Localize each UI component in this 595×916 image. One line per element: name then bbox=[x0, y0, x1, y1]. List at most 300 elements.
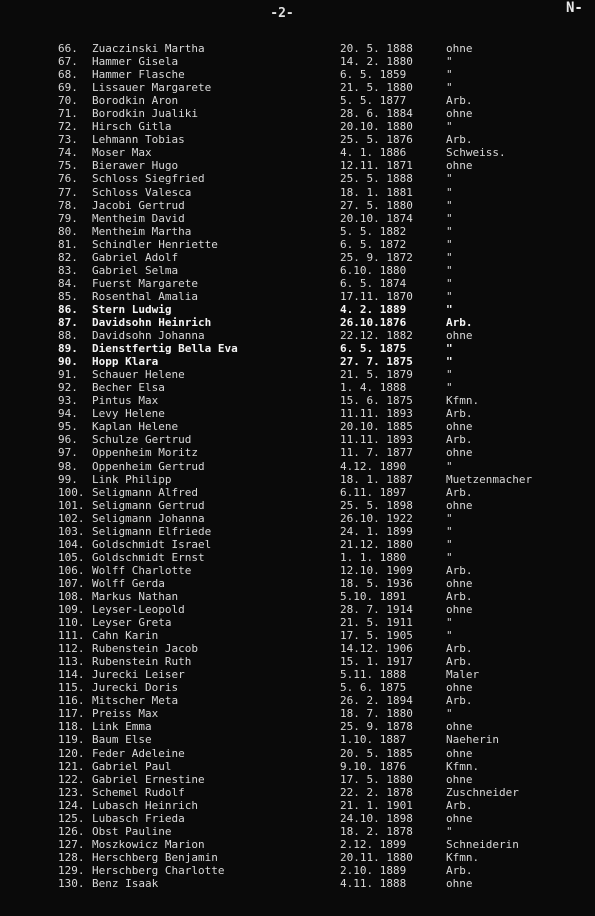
person-name: Hammer Gisela bbox=[92, 55, 179, 69]
entry-number: 85. bbox=[58, 289, 78, 303]
birth-date: 5.10. 1891 bbox=[340, 589, 407, 603]
list-row bbox=[0, 381, 595, 394]
birth-date: 21. 5. 1880 bbox=[340, 81, 413, 95]
birth-date: 26. 2. 1894 bbox=[340, 694, 413, 708]
occupation: Schweiss. bbox=[446, 146, 506, 160]
birth-date: 22. 2. 1878 bbox=[340, 785, 413, 799]
person-name: Leyser Greta bbox=[92, 616, 172, 630]
list-row bbox=[0, 368, 595, 381]
entry-number: 75. bbox=[58, 159, 78, 173]
person-name: Benz Isaak bbox=[92, 877, 159, 890]
person-name: Moszkowicz Marion bbox=[92, 837, 205, 851]
person-name: Preiss Max bbox=[92, 707, 159, 721]
occupation: Arb. bbox=[446, 133, 473, 147]
person-name: Lissauer Margarete bbox=[92, 81, 212, 95]
entry-number: 101. bbox=[58, 498, 85, 512]
occupation: " bbox=[446, 355, 453, 369]
entry-number: 125. bbox=[58, 811, 85, 825]
person-name: Seligmann Johanna bbox=[92, 511, 205, 525]
person-name: Link Philipp bbox=[92, 472, 172, 486]
occupation: " bbox=[446, 381, 453, 395]
occupation: ohne bbox=[446, 772, 473, 786]
list-row bbox=[0, 42, 595, 55]
birth-date: 21. 1. 1901 bbox=[340, 798, 413, 812]
occupation: ohne bbox=[446, 681, 473, 695]
occupation: Arb. bbox=[446, 563, 473, 577]
occupation: " bbox=[446, 368, 453, 382]
entry-number: 82. bbox=[58, 250, 78, 264]
list-row bbox=[0, 877, 595, 890]
birth-date: 5. 5. 1882 bbox=[340, 224, 407, 238]
entry-number: 67. bbox=[58, 55, 78, 69]
list-row bbox=[0, 446, 595, 459]
person-name: Schulze Gertrud bbox=[92, 433, 192, 447]
name-list bbox=[0, 42, 595, 890]
list-row bbox=[0, 694, 595, 707]
occupation: ohne bbox=[446, 420, 473, 434]
birth-date: 2.12. 1899 bbox=[340, 837, 407, 851]
list-row bbox=[0, 525, 595, 538]
entry-number: 118. bbox=[58, 720, 85, 734]
list-row bbox=[0, 355, 595, 368]
person-name: Herschberg Charlotte bbox=[92, 863, 225, 877]
birth-date: 14.12. 1906 bbox=[340, 642, 413, 656]
entry-number: 108. bbox=[58, 589, 85, 603]
occupation: " bbox=[446, 342, 453, 356]
entry-number: 89. bbox=[58, 342, 78, 356]
entry-number: 127. bbox=[58, 837, 85, 851]
occupation: ohne bbox=[446, 107, 473, 121]
occupation: ohne bbox=[446, 720, 473, 734]
person-name: Kaplan Helene bbox=[92, 420, 179, 434]
entry-number: 99. bbox=[58, 472, 78, 486]
birth-date: 4.11. 1888 bbox=[340, 877, 407, 890]
person-name: Gabriel Ernestine bbox=[92, 772, 205, 786]
person-name: Goldschmidt Israel bbox=[92, 537, 212, 551]
entry-number: 83. bbox=[58, 263, 78, 277]
list-row bbox=[0, 864, 595, 877]
occupation: Schneiderin bbox=[446, 837, 519, 851]
entry-number: 66. bbox=[58, 42, 78, 55]
occupation: " bbox=[446, 237, 453, 251]
list-row bbox=[0, 146, 595, 159]
occupation: " bbox=[446, 616, 453, 630]
birth-date: 21. 5. 1879 bbox=[340, 368, 413, 382]
list-row bbox=[0, 107, 595, 120]
entry-number: 129. bbox=[58, 863, 85, 877]
birth-date: 21.12. 1880 bbox=[340, 537, 413, 551]
entry-number: 94. bbox=[58, 407, 78, 421]
list-row bbox=[0, 577, 595, 590]
birth-date: 6.10. 1880 bbox=[340, 263, 407, 277]
list-row bbox=[0, 564, 595, 577]
entry-number: 100. bbox=[58, 485, 85, 499]
list-row bbox=[0, 277, 595, 290]
occupation: Muetzenmacher bbox=[446, 472, 533, 486]
birth-date: 9.10. 1876 bbox=[340, 759, 407, 773]
occupation: " bbox=[446, 250, 453, 264]
entry-number: 76. bbox=[58, 172, 78, 186]
birth-date: 5.11. 1888 bbox=[340, 668, 407, 682]
list-row bbox=[0, 812, 595, 825]
entry-number: 117. bbox=[58, 707, 85, 721]
birth-date: 11.11. 1893 bbox=[340, 407, 413, 421]
list-row bbox=[0, 760, 595, 773]
occupation: Arb. bbox=[446, 798, 473, 812]
occupation: Kfmn. bbox=[446, 394, 480, 408]
corner-mark: N- bbox=[566, 0, 583, 16]
list-row bbox=[0, 551, 595, 564]
list-row bbox=[0, 668, 595, 681]
entry-number: 109. bbox=[58, 603, 85, 617]
occupation: " bbox=[446, 263, 453, 277]
person-name: Jacobi Gertrud bbox=[92, 198, 185, 212]
entry-number: 84. bbox=[58, 276, 78, 290]
occupation: Arb. bbox=[446, 94, 473, 108]
birth-date: 20.10. 1874 bbox=[340, 211, 413, 225]
entry-number: 80. bbox=[58, 224, 78, 238]
birth-date: 18. 1. 1887 bbox=[340, 472, 413, 486]
person-name: Dienstfertig Bella Eva bbox=[92, 342, 238, 356]
entry-number: 73. bbox=[58, 133, 78, 147]
birth-date: 28. 6. 1884 bbox=[340, 107, 413, 121]
occupation: ohne bbox=[446, 446, 473, 460]
list-row bbox=[0, 590, 595, 603]
entry-number: 120. bbox=[58, 746, 85, 760]
occupation: " bbox=[446, 81, 453, 95]
list-row bbox=[0, 316, 595, 329]
occupation: " bbox=[446, 302, 453, 316]
occupation: Arb. bbox=[446, 694, 473, 708]
person-name: Cahn Karin bbox=[92, 629, 159, 643]
birth-date: 11.11. 1893 bbox=[340, 433, 413, 447]
entry-number: 87. bbox=[58, 315, 78, 329]
person-name: Hopp Klara bbox=[92, 355, 159, 369]
occupation: Arb. bbox=[446, 642, 473, 656]
person-name: Becher Elsa bbox=[92, 381, 165, 395]
list-row bbox=[0, 120, 595, 133]
birth-date: 15. 6. 1875 bbox=[340, 394, 413, 408]
birth-date: 18. 2. 1878 bbox=[340, 824, 413, 838]
person-name: Link Emma bbox=[92, 720, 152, 734]
list-row bbox=[0, 68, 595, 81]
person-name: Pintus Max bbox=[92, 394, 159, 408]
birth-date: 4. 2. 1889 bbox=[340, 302, 407, 316]
occupation: ohne bbox=[446, 603, 473, 617]
occupation: " bbox=[446, 68, 453, 82]
entry-number: 122. bbox=[58, 772, 85, 786]
person-name: Leyser-Leopold bbox=[92, 603, 185, 617]
birth-date: 2.10. 1889 bbox=[340, 863, 407, 877]
occupation: ohne bbox=[446, 746, 473, 760]
person-name: Moser Max bbox=[92, 146, 152, 160]
person-name: Schemel Rudolf bbox=[92, 785, 185, 799]
person-name: Schloss Valesca bbox=[92, 185, 192, 199]
person-name: Hirsch Gitla bbox=[92, 120, 172, 134]
entry-number: 72. bbox=[58, 120, 78, 134]
birth-date: 25. 9. 1872 bbox=[340, 250, 413, 264]
list-row bbox=[0, 486, 595, 499]
person-name: Gabriel Paul bbox=[92, 759, 172, 773]
person-name: Mentheim Martha bbox=[92, 224, 192, 238]
list-row bbox=[0, 603, 595, 616]
person-name: Davidsohn Heinrich bbox=[92, 315, 212, 329]
person-name: Feder Adeleine bbox=[92, 746, 185, 760]
occupation: " bbox=[446, 707, 453, 721]
entry-number: 71. bbox=[58, 107, 78, 121]
list-row bbox=[0, 94, 595, 107]
birth-date: 17. 5. 1905 bbox=[340, 629, 413, 643]
occupation: ohne bbox=[446, 877, 473, 890]
person-name: Wolff Charlotte bbox=[92, 563, 192, 577]
person-name: Gabriel Adolf bbox=[92, 250, 179, 264]
person-name: Rubenstein Ruth bbox=[92, 655, 192, 669]
birth-date: 20.11. 1880 bbox=[340, 850, 413, 864]
person-name: Obst Pauline bbox=[92, 824, 172, 838]
person-name: Goldschmidt Ernst bbox=[92, 550, 205, 564]
entry-number: 112. bbox=[58, 642, 85, 656]
birth-date: 6.11. 1897 bbox=[340, 485, 407, 499]
person-name: Wolff Gerda bbox=[92, 576, 165, 590]
birth-date: 20. 5. 1888 bbox=[340, 42, 413, 55]
list-row bbox=[0, 799, 595, 812]
person-name: Markus Nathan bbox=[92, 589, 179, 603]
entry-number: 92. bbox=[58, 381, 78, 395]
entry-number: 98. bbox=[58, 459, 78, 473]
occupation: " bbox=[446, 211, 453, 225]
occupation: " bbox=[446, 524, 453, 538]
person-name: Stern Ludwig bbox=[92, 302, 172, 316]
person-name: Bierawer Hugo bbox=[92, 159, 179, 173]
list-row bbox=[0, 681, 595, 694]
entry-number: 128. bbox=[58, 850, 85, 864]
list-row bbox=[0, 642, 595, 655]
entry-number: 69. bbox=[58, 81, 78, 95]
birth-date: 6. 5. 1859 bbox=[340, 68, 407, 82]
list-row bbox=[0, 433, 595, 446]
list-row bbox=[0, 420, 595, 433]
list-row bbox=[0, 264, 595, 277]
occupation: Arb. bbox=[446, 315, 473, 329]
person-name: Schloss Siegfried bbox=[92, 172, 205, 186]
birth-date: 25. 5. 1888 bbox=[340, 172, 413, 186]
list-row bbox=[0, 786, 595, 799]
birth-date: 4. 1. 1886 bbox=[340, 146, 407, 160]
birth-date: 27. 7. 1875 bbox=[340, 355, 413, 369]
birth-date: 25. 9. 1878 bbox=[340, 720, 413, 734]
list-row bbox=[0, 225, 595, 238]
list-row bbox=[0, 290, 595, 303]
list-row bbox=[0, 838, 595, 851]
list-row bbox=[0, 172, 595, 185]
occupation: " bbox=[446, 511, 453, 525]
entry-number: 77. bbox=[58, 185, 78, 199]
birth-date: 1. 4. 1888 bbox=[340, 381, 407, 395]
occupation: Maler bbox=[446, 668, 480, 682]
birth-date: 24. 1. 1899 bbox=[340, 524, 413, 538]
birth-date: 12.11. 1871 bbox=[340, 159, 413, 173]
birth-date: 21. 5. 1911 bbox=[340, 616, 413, 630]
list-row bbox=[0, 499, 595, 512]
entry-number: 105. bbox=[58, 550, 85, 564]
list-row bbox=[0, 825, 595, 838]
person-name: Davidsohn Johanna bbox=[92, 329, 205, 343]
occupation: Kfmn. bbox=[446, 759, 480, 773]
occupation: " bbox=[446, 198, 453, 212]
occupation: Arb. bbox=[446, 433, 473, 447]
occupation: " bbox=[446, 289, 453, 303]
person-name: Oppenheim Gertrud bbox=[92, 459, 205, 473]
occupation: " bbox=[446, 185, 453, 199]
entry-number: 86. bbox=[58, 302, 78, 316]
birth-date: 25. 5. 1876 bbox=[340, 133, 413, 147]
list-row bbox=[0, 747, 595, 760]
list-row bbox=[0, 212, 595, 225]
birth-date: 17.11. 1870 bbox=[340, 289, 413, 303]
entry-number: 116. bbox=[58, 694, 85, 708]
birth-date: 25. 5. 1898 bbox=[340, 498, 413, 512]
entry-number: 107. bbox=[58, 576, 85, 590]
birth-date: 18. 5. 1936 bbox=[340, 576, 413, 590]
occupation: ohne bbox=[446, 498, 473, 512]
birth-date: 5. 6. 1875 bbox=[340, 681, 407, 695]
person-name: Lubasch Heinrich bbox=[92, 798, 198, 812]
person-name: Jurecki Doris bbox=[92, 681, 179, 695]
entry-number: 88. bbox=[58, 329, 78, 343]
list-row bbox=[0, 851, 595, 864]
occupation: " bbox=[446, 459, 453, 473]
entry-number: 91. bbox=[58, 368, 78, 382]
list-row bbox=[0, 629, 595, 642]
entry-number: 102. bbox=[58, 511, 85, 525]
entry-number: 126. bbox=[58, 824, 85, 838]
list-row bbox=[0, 538, 595, 551]
birth-date: 14. 2. 1880 bbox=[340, 55, 413, 69]
birth-date: 18. 7. 1880 bbox=[340, 707, 413, 721]
entry-number: 114. bbox=[58, 668, 85, 682]
entry-number: 115. bbox=[58, 681, 85, 695]
list-row bbox=[0, 616, 595, 629]
entry-number: 96. bbox=[58, 433, 78, 447]
person-name: Hammer Flasche bbox=[92, 68, 185, 82]
list-row bbox=[0, 407, 595, 420]
entry-number: 97. bbox=[58, 446, 78, 460]
birth-date: 11. 7. 1877 bbox=[340, 446, 413, 460]
occupation: " bbox=[446, 629, 453, 643]
person-name: Seligmann Gertrud bbox=[92, 498, 205, 512]
page-number: -2- bbox=[270, 6, 294, 21]
person-name: Mentheim David bbox=[92, 211, 185, 225]
person-name: Rubenstein Jacob bbox=[92, 642, 198, 656]
birth-date: 28. 7. 1914 bbox=[340, 603, 413, 617]
occupation: Naeherin bbox=[446, 733, 499, 747]
list-row bbox=[0, 159, 595, 172]
birth-date: 20.10. 1880 bbox=[340, 120, 413, 134]
entry-number: 121. bbox=[58, 759, 85, 773]
person-name: Fuerst Margarete bbox=[92, 276, 198, 290]
occupation: " bbox=[446, 224, 453, 238]
occupation: Arb. bbox=[446, 485, 473, 499]
person-name: Borodkin Aron bbox=[92, 94, 179, 108]
person-name: Borodkin Jualiki bbox=[92, 107, 198, 121]
list-row bbox=[0, 460, 595, 473]
list-row bbox=[0, 238, 595, 251]
list-row bbox=[0, 394, 595, 407]
list-row bbox=[0, 186, 595, 199]
list-row bbox=[0, 329, 595, 342]
occupation: " bbox=[446, 55, 453, 69]
entry-number: 106. bbox=[58, 563, 85, 577]
birth-date: 20.10. 1885 bbox=[340, 420, 413, 434]
occupation: " bbox=[446, 537, 453, 551]
person-name: Seligmann Alfred bbox=[92, 485, 198, 499]
entry-number: 70. bbox=[58, 94, 78, 108]
list-row bbox=[0, 199, 595, 212]
list-row bbox=[0, 81, 595, 94]
birth-date: 17. 5. 1880 bbox=[340, 772, 413, 786]
occupation: Arb. bbox=[446, 589, 473, 603]
occupation: ohne bbox=[446, 576, 473, 590]
birth-date: 4.12. 1890 bbox=[340, 459, 407, 473]
birth-date: 6. 5. 1872 bbox=[340, 237, 407, 251]
list-row bbox=[0, 251, 595, 264]
birth-date: 1.10. 1887 bbox=[340, 733, 407, 747]
entry-number: 74. bbox=[58, 146, 78, 160]
person-name: Lubasch Frieda bbox=[92, 811, 185, 825]
person-name: Schauer Helene bbox=[92, 368, 185, 382]
person-name: Oppenheim Moritz bbox=[92, 446, 198, 460]
entry-number: 113. bbox=[58, 655, 85, 669]
entry-number: 95. bbox=[58, 420, 78, 434]
birth-date: 15. 1. 1917 bbox=[340, 655, 413, 669]
person-name: Jurecki Leiser bbox=[92, 668, 185, 682]
entry-number: 93. bbox=[58, 394, 78, 408]
entry-number: 110. bbox=[58, 616, 85, 630]
list-row bbox=[0, 707, 595, 720]
birth-date: 5. 5. 1877 bbox=[340, 94, 407, 108]
birth-date: 26.10. 1922 bbox=[340, 511, 413, 525]
occupation: " bbox=[446, 172, 453, 186]
occupation: ohne bbox=[446, 42, 473, 55]
birth-date: 22.12. 1882 bbox=[340, 329, 413, 343]
birth-date: 6. 5. 1874 bbox=[340, 276, 407, 290]
entry-number: 90. bbox=[58, 355, 78, 369]
list-row bbox=[0, 720, 595, 733]
occupation: Arb. bbox=[446, 407, 473, 421]
occupation: " bbox=[446, 550, 453, 564]
list-row bbox=[0, 655, 595, 668]
person-name: Schindler Henriette bbox=[92, 237, 218, 251]
occupation: Zuschneider bbox=[446, 785, 519, 799]
entry-number: 111. bbox=[58, 629, 85, 643]
person-name: Mitscher Meta bbox=[92, 694, 179, 708]
occupation: " bbox=[446, 824, 453, 838]
list-row bbox=[0, 512, 595, 525]
list-row bbox=[0, 473, 595, 486]
entry-number: 123. bbox=[58, 785, 85, 799]
person-name: Baum Else bbox=[92, 733, 152, 747]
person-name: Herschberg Benjamin bbox=[92, 850, 218, 864]
list-row bbox=[0, 342, 595, 355]
entry-number: 68. bbox=[58, 68, 78, 82]
occupation: ohne bbox=[446, 329, 473, 343]
list-row bbox=[0, 733, 595, 746]
occupation: Arb. bbox=[446, 655, 473, 669]
list-row bbox=[0, 303, 595, 316]
person-name: Gabriel Selma bbox=[92, 263, 179, 277]
birth-date: 24.10. 1898 bbox=[340, 811, 413, 825]
person-name: Seligmann Elfriede bbox=[92, 524, 212, 538]
